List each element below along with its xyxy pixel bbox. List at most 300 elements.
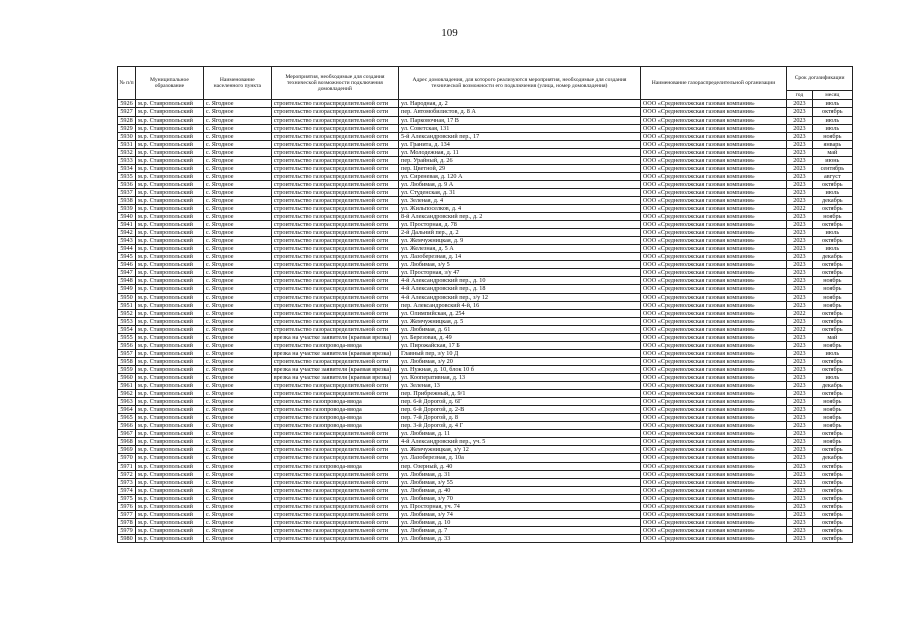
cell-month: ноябрь xyxy=(812,438,852,446)
cell-organization: ООО «Средневолжская газовая компания» xyxy=(640,148,786,156)
cell-settlement: с. Ягодное xyxy=(203,422,271,430)
cell-settlement: с. Ягодное xyxy=(203,470,271,478)
cell-organization: ООО «Средневолжская газовая компания» xyxy=(640,494,786,502)
cell-month: ноябрь xyxy=(812,414,852,422)
cell-municipality: м.р. Ставропольский xyxy=(136,188,204,196)
cell-organization: ООО «Средневолжская газовая компания» xyxy=(640,277,786,285)
table-row xyxy=(118,245,853,253)
cell-month: ноябрь xyxy=(812,301,852,309)
cell-organization: ООО «Средневолжская газовая компания» xyxy=(640,180,786,188)
cell-municipality: м.р. Ставропольский xyxy=(136,172,204,180)
cell-month: ноябрь xyxy=(812,406,852,414)
cell-settlement: с. Ягодное xyxy=(203,478,271,486)
table-row xyxy=(118,100,853,108)
cell-settlement: с. Ягодное xyxy=(203,253,271,261)
cell-number: 5963 xyxy=(118,398,136,406)
cell-month: октябрь xyxy=(812,486,852,494)
cell-organization: ООО «Средневолжская газовая компания» xyxy=(640,430,786,438)
cell-organization: ООО «Средневолжская газовая компания» xyxy=(640,124,786,132)
cell-organization: ООО «Средневолжская газовая компания» xyxy=(640,237,786,245)
cell-municipality: м.р. Ставропольский xyxy=(136,365,204,373)
cell-number: 5958 xyxy=(118,357,136,365)
cell-year: 2023 xyxy=(787,510,812,518)
cell-activity: строительство газораспределительной сети xyxy=(271,237,398,245)
cell-activity: врезка на участке заявителя (краевая врезка) xyxy=(271,365,398,373)
cell-address: пер. Озерный, д. 40 xyxy=(399,462,641,470)
table-row xyxy=(118,518,853,526)
cell-number: 5953 xyxy=(118,317,136,325)
cell-organization: ООО «Средневолжская газовая компания» xyxy=(640,486,786,494)
cell-number: 5947 xyxy=(118,269,136,277)
cell-month: ноябрь xyxy=(812,341,852,349)
cell-activity: строительство газораспределительной сети xyxy=(271,108,398,116)
cell-municipality: м.р. Ставропольский xyxy=(136,269,204,277)
cell-number: 5932 xyxy=(118,148,136,156)
cell-activity: строительство газораспределительной сети xyxy=(271,245,398,253)
cell-month: декабрь xyxy=(812,253,852,261)
cell-month: октябрь xyxy=(812,446,852,454)
table-row xyxy=(118,406,853,414)
cell-organization: ООО «Средневолжская газовая компания» xyxy=(640,398,786,406)
cell-settlement: с. Ягодное xyxy=(203,237,271,245)
table-row xyxy=(118,148,853,156)
cell-number: 5967 xyxy=(118,430,136,438)
cell-address: ул. Нужная, д. 10, блок 10 б xyxy=(399,365,641,373)
cell-number: 5931 xyxy=(118,140,136,148)
cell-month: июль xyxy=(812,100,852,108)
cell-month: октябрь xyxy=(812,180,852,188)
table-row xyxy=(118,382,853,390)
cell-year: 2023 xyxy=(787,494,812,502)
cell-number: 5933 xyxy=(118,156,136,164)
cell-organization: ООО «Средневолжская газовая компания» xyxy=(640,188,786,196)
cell-activity: строительство газораспределительной сети xyxy=(271,510,398,518)
cell-number: 5955 xyxy=(118,333,136,341)
cell-year: 2023 xyxy=(787,285,812,293)
cell-activity: врезка на участке заявителя (краевая врезка) xyxy=(271,374,398,382)
cell-year: 2023 xyxy=(787,349,812,357)
cell-municipality: м.р. Ставропольский xyxy=(136,390,204,398)
table-row xyxy=(118,341,853,349)
cell-year: 2023 xyxy=(787,414,812,422)
cell-municipality: м.р. Ставропольский xyxy=(136,398,204,406)
cell-municipality: м.р. Ставропольский xyxy=(136,132,204,140)
table-row xyxy=(118,156,853,164)
cell-settlement: с. Ягодное xyxy=(203,438,271,446)
cell-address: ул. Олимпийская, д. 254 xyxy=(399,309,641,317)
cell-settlement: с. Ягодное xyxy=(203,164,271,172)
cell-year: 2023 xyxy=(787,518,812,526)
cell-address: ул. Пирожайская, 17 Б xyxy=(399,341,641,349)
cell-year: 2023 xyxy=(787,534,812,542)
cell-settlement: с. Ягодное xyxy=(203,526,271,534)
cell-number: 5949 xyxy=(118,285,136,293)
cell-settlement: с. Ягодное xyxy=(203,534,271,542)
cell-month: ноябрь xyxy=(812,422,852,430)
cell-number: 5972 xyxy=(118,470,136,478)
cell-year: 2023 xyxy=(787,172,812,180)
cell-organization: ООО «Средневолжская газовая компания» xyxy=(640,221,786,229)
cell-activity: строительство газораспределительной сети xyxy=(271,470,398,478)
cell-settlement: с. Ягодное xyxy=(203,446,271,454)
cell-year: 2023 xyxy=(787,478,812,486)
cell-address: пер. 6-й Дорогой, д. 6Г xyxy=(399,398,641,406)
table-row xyxy=(118,277,853,285)
cell-year: 2023 xyxy=(787,406,812,414)
table-row xyxy=(118,229,853,237)
cell-municipality: м.р. Ставропольский xyxy=(136,341,204,349)
cell-activity: строительство газораспределительной сети xyxy=(271,325,398,333)
cell-month: октябрь xyxy=(812,478,852,486)
cell-municipality: м.р. Ставропольский xyxy=(136,253,204,261)
table-row xyxy=(118,213,853,221)
cell-address: 4-й Александровский пер., д. 18 xyxy=(399,285,641,293)
cell-month: ноябрь xyxy=(812,285,852,293)
cell-municipality: м.р. Ставропольский xyxy=(136,422,204,430)
cell-year: 2022 xyxy=(787,205,812,213)
cell-month: октябрь xyxy=(812,269,852,277)
cell-municipality: м.р. Ставропольский xyxy=(136,116,204,124)
cell-organization: ООО «Средневолжская газовая компания» xyxy=(640,309,786,317)
cell-settlement: с. Ягодное xyxy=(203,277,271,285)
cell-activity: строительство газораспределительной сети xyxy=(271,148,398,156)
cell-year: 2023 xyxy=(787,237,812,245)
cell-settlement: с. Ягодное xyxy=(203,261,271,269)
cell-address: 4-й Александровский пер., уч. 5 xyxy=(399,438,641,446)
cell-settlement: с. Ягодное xyxy=(203,205,271,213)
cell-municipality: м.р. Ставропольский xyxy=(136,100,204,108)
cell-month: октябрь xyxy=(812,108,852,116)
header-activity: Мероприятия, необходимые для создания технической возможности подключения домовладений xyxy=(271,67,398,100)
cell-activity: строительство газораспределительной сети xyxy=(271,188,398,196)
cell-activity: строительство газораспределительной сети xyxy=(271,438,398,446)
page-number: 109 xyxy=(441,27,458,39)
cell-municipality: м.р. Ставропольский xyxy=(136,156,204,164)
cell-year: 2022 xyxy=(787,309,812,317)
cell-settlement: с. Ягодное xyxy=(203,325,271,333)
table-row xyxy=(118,526,853,534)
cell-municipality: м.р. Ставропольский xyxy=(136,261,204,269)
cell-address: ул. Советская, 131 xyxy=(399,124,641,132)
cell-month: ноябрь xyxy=(812,293,852,301)
cell-activity: строительство газораспределительной сети xyxy=(271,253,398,261)
header-organization: Наименование газораспределительной организации xyxy=(640,67,786,100)
cell-month: июль xyxy=(812,374,852,382)
cell-address: ул. Любимая, д. 40 xyxy=(399,486,641,494)
cell-number: 5942 xyxy=(118,229,136,237)
cell-month: октябрь xyxy=(812,365,852,373)
cell-year: 2023 xyxy=(787,196,812,204)
cell-municipality: м.р. Ставропольский xyxy=(136,494,204,502)
cell-settlement: с. Ягодное xyxy=(203,213,271,221)
cell-year: 2023 xyxy=(787,124,812,132)
cell-year: 2023 xyxy=(787,502,812,510)
cell-municipality: м.р. Ставропольский xyxy=(136,374,204,382)
cell-activity: строительство газораспределительной сети xyxy=(271,494,398,502)
cell-month: декабрь xyxy=(812,382,852,390)
table-body xyxy=(118,100,853,543)
cell-number: 5969 xyxy=(118,446,136,454)
cell-month: декабрь xyxy=(812,196,852,204)
cell-settlement: с. Ягодное xyxy=(203,285,271,293)
cell-activity: строительство газораспределительной сети xyxy=(271,196,398,204)
cell-activity: строительство газораспределительной сети xyxy=(271,229,398,237)
cell-month: октябрь xyxy=(812,221,852,229)
cell-number: 5935 xyxy=(118,172,136,180)
cell-activity: строительство газопровода-ввода xyxy=(271,414,398,422)
table-row xyxy=(118,132,853,140)
table-row xyxy=(118,285,853,293)
table-row xyxy=(118,108,853,116)
cell-address: пер. Александровский 4-й, 16 xyxy=(399,301,641,309)
cell-municipality: м.р. Ставропольский xyxy=(136,518,204,526)
cell-activity: строительство газораспределительной сети xyxy=(271,478,398,486)
cell-number: 5934 xyxy=(118,164,136,172)
cell-settlement: с. Ягодное xyxy=(203,486,271,494)
cell-activity: строительство газораспределительной сети xyxy=(271,502,398,510)
table-row xyxy=(118,317,853,325)
cell-year: 2023 xyxy=(787,253,812,261)
cell-address: ул. Жемчужницкая, д. 5 xyxy=(399,317,641,325)
cell-municipality: м.р. Ставропольский xyxy=(136,510,204,518)
cell-settlement: с. Ягодное xyxy=(203,180,271,188)
cell-address: 5-й Александровский пер., 17 xyxy=(399,132,641,140)
table-row xyxy=(118,325,853,333)
cell-municipality: м.р. Ставропольский xyxy=(136,196,204,204)
table-row xyxy=(118,180,853,188)
cell-year: 2023 xyxy=(787,526,812,534)
cell-activity: строительство газораспределительной сети xyxy=(271,261,398,269)
cell-year: 2023 xyxy=(787,277,812,285)
cell-organization: ООО «Средневолжская газовая компания» xyxy=(640,374,786,382)
cell-activity: строительство газораспределительной сети xyxy=(271,140,398,148)
cell-activity: строительство газораспределительной сети xyxy=(271,124,398,132)
cell-year: 2023 xyxy=(787,374,812,382)
cell-settlement: с. Ягодное xyxy=(203,172,271,180)
cell-organization: ООО «Средневолжская газовая компания» xyxy=(640,526,786,534)
header-municipality: Муниципальное образование xyxy=(136,67,204,100)
cell-address: ул. Любимая, д. 9 А xyxy=(399,180,641,188)
cell-activity: строительство газораспределительной сети xyxy=(271,301,398,309)
cell-activity: строительство газораспределительной сети xyxy=(271,430,398,438)
cell-month: октябрь xyxy=(812,430,852,438)
cell-number: 5950 xyxy=(118,293,136,301)
cell-organization: ООО «Средневолжская газовая компания» xyxy=(640,301,786,309)
cell-settlement: с. Ягодное xyxy=(203,293,271,301)
table-row xyxy=(118,510,853,518)
cell-address: ул. Зеленая, д. 4 xyxy=(399,196,641,204)
cell-activity: строительство газораспределительной сети xyxy=(271,446,398,454)
cell-year: 2023 xyxy=(787,108,812,116)
cell-month: ноябрь xyxy=(812,277,852,285)
cell-settlement: с. Ягодное xyxy=(203,390,271,398)
cell-organization: ООО «Средневолжская газовая компания» xyxy=(640,317,786,325)
cell-municipality: м.р. Ставропольский xyxy=(136,446,204,454)
gasification-table xyxy=(117,66,853,543)
cell-municipality: м.р. Ставропольский xyxy=(136,502,204,510)
cell-activity: строительство газораспределительной сети xyxy=(271,205,398,213)
cell-organization: ООО «Средневолжская газовая компания» xyxy=(640,382,786,390)
cell-municipality: м.р. Ставропольский xyxy=(136,205,204,213)
cell-number: 5940 xyxy=(118,213,136,221)
cell-year: 2023 xyxy=(787,156,812,164)
cell-address: ул. Любимая, з/у 70 xyxy=(399,494,641,502)
cell-year: 2023 xyxy=(787,221,812,229)
cell-year: 2023 xyxy=(787,422,812,430)
cell-month: октябрь xyxy=(812,518,852,526)
cell-activity: строительство газораспределительной сети xyxy=(271,277,398,285)
cell-settlement: с. Ягодное xyxy=(203,430,271,438)
cell-year: 2022 xyxy=(787,325,812,333)
cell-number: 5965 xyxy=(118,414,136,422)
table-row xyxy=(118,253,853,261)
cell-municipality: м.р. Ставропольский xyxy=(136,293,204,301)
cell-settlement: с. Ягодное xyxy=(203,365,271,373)
cell-municipality: м.р. Ставропольский xyxy=(136,349,204,357)
cell-address: пер. Цветной, 29 xyxy=(399,164,641,172)
cell-month: октябрь xyxy=(812,462,852,470)
cell-municipality: м.р. Ставропольский xyxy=(136,285,204,293)
cell-organization: ООО «Средневолжская газовая компания» xyxy=(640,446,786,454)
cell-municipality: м.р. Ставропольский xyxy=(136,406,204,414)
cell-address: ул. Просторная, з/у 47 xyxy=(399,269,641,277)
cell-activity: строительство газораспределительной сети xyxy=(271,172,398,180)
cell-address: 4-й Александровский пер., д. 10 xyxy=(399,277,641,285)
cell-month: сентябрь xyxy=(812,164,852,172)
cell-activity: строительство газораспределительной сети xyxy=(271,132,398,140)
cell-number: 5976 xyxy=(118,502,136,510)
table-row xyxy=(118,438,853,446)
cell-month: июль xyxy=(812,188,852,196)
table-row xyxy=(118,205,853,213)
cell-number: 5974 xyxy=(118,486,136,494)
cell-year: 2023 xyxy=(787,164,812,172)
cell-year: 2023 xyxy=(787,116,812,124)
table-row xyxy=(118,333,853,341)
header-settlement: Наименование населенного пункта xyxy=(203,67,271,100)
cell-month: октябрь xyxy=(812,357,852,365)
cell-month: октябрь xyxy=(812,261,852,269)
cell-settlement: с. Ягодное xyxy=(203,357,271,365)
cell-organization: ООО «Средневолжская газовая компания» xyxy=(640,454,786,462)
cell-settlement: с. Ягодное xyxy=(203,148,271,156)
cell-organization: ООО «Средневолжская газовая компания» xyxy=(640,510,786,518)
cell-address: пер. 7-й Дорогой, д. 8 xyxy=(399,414,641,422)
cell-number: 5948 xyxy=(118,277,136,285)
cell-number: 5964 xyxy=(118,406,136,414)
cell-address: ул. Любимая, д. 31 xyxy=(399,470,641,478)
cell-activity: строительство газораспределительной сети xyxy=(271,382,398,390)
cell-number: 5957 xyxy=(118,349,136,357)
cell-settlement: с. Ягодное xyxy=(203,196,271,204)
cell-municipality: м.р. Ставропольский xyxy=(136,309,204,317)
cell-organization: ООО «Средневолжская газовая компания» xyxy=(640,164,786,172)
cell-activity: строительство газораспределительной сети xyxy=(271,454,398,462)
cell-settlement: с. Ягодное xyxy=(203,188,271,196)
table-row xyxy=(118,140,853,148)
cell-organization: ООО «Средневолжская газовая компания» xyxy=(640,285,786,293)
cell-organization: ООО «Средневолжская газовая компания» xyxy=(640,261,786,269)
cell-activity: строительство газораспределительной сети xyxy=(271,156,398,164)
cell-organization: ООО «Средневолжская газовая компания» xyxy=(640,534,786,542)
cell-address: ул. Железная, д. 5 А xyxy=(399,245,641,253)
cell-settlement: с. Ягодное xyxy=(203,309,271,317)
cell-settlement: с. Ягодное xyxy=(203,221,271,229)
cell-settlement: с. Ягодное xyxy=(203,518,271,526)
table-row xyxy=(118,124,853,132)
cell-address: ул. Студенская, д. 31 xyxy=(399,188,641,196)
cell-address: ул. Жильпоселков, д. 4 xyxy=(399,205,641,213)
table-row xyxy=(118,116,853,124)
cell-activity: строительство газораспределительной сети xyxy=(271,518,398,526)
cell-number: 5938 xyxy=(118,196,136,204)
cell-activity: строительство газораспределительной сети xyxy=(271,309,398,317)
table-row xyxy=(118,221,853,229)
cell-year: 2023 xyxy=(787,438,812,446)
cell-organization: ООО «Средневолжская газовая компания» xyxy=(640,245,786,253)
cell-year: 2023 xyxy=(787,148,812,156)
cell-activity: строительство газопровода-ввода xyxy=(271,398,398,406)
cell-number: 5939 xyxy=(118,205,136,213)
cell-number: 5973 xyxy=(118,478,136,486)
header-address: Адрес домовладения, для которого реализуются мероприятия, необходимые для создания технической возможности его подключения (улица, номер домовладения) xyxy=(399,67,641,100)
cell-address: ул. Любимая, д. 11 xyxy=(399,430,641,438)
cell-address: ул. Просторная, д. 78 xyxy=(399,221,641,229)
cell-settlement: с. Ягодное xyxy=(203,462,271,470)
cell-month: октябрь xyxy=(812,502,852,510)
cell-year: 2023 xyxy=(787,245,812,253)
cell-year: 2023 xyxy=(787,382,812,390)
table-row xyxy=(118,494,853,502)
cell-month: июнь xyxy=(812,156,852,164)
cell-address: ул. Лазоберезная, д. 14 xyxy=(399,253,641,261)
table-row xyxy=(118,454,853,462)
cell-settlement: с. Ягодное xyxy=(203,229,271,237)
table-row xyxy=(118,269,853,277)
table-row xyxy=(118,357,853,365)
cell-organization: ООО «Средневолжская газовая компания» xyxy=(640,269,786,277)
cell-settlement: с. Ягодное xyxy=(203,341,271,349)
cell-settlement: с. Ягодное xyxy=(203,116,271,124)
cell-municipality: м.р. Ставропольский xyxy=(136,462,204,470)
cell-settlement: с. Ягодное xyxy=(203,124,271,132)
table-row xyxy=(118,293,853,301)
cell-settlement: с. Ягодное xyxy=(203,494,271,502)
cell-address: ул. Любимая, з/у 5 xyxy=(399,261,641,269)
cell-settlement: с. Ягодное xyxy=(203,510,271,518)
cell-municipality: м.р. Ставропольский xyxy=(136,124,204,132)
table-row xyxy=(118,414,853,422)
cell-organization: ООО «Средневолжская газовая компания» xyxy=(640,478,786,486)
cell-month: октябрь xyxy=(812,390,852,398)
cell-address: ул. Просторная, уч. 74 xyxy=(399,502,641,510)
cell-address: пер. 3-й Дорогой, д. 4 Г xyxy=(399,422,641,430)
cell-municipality: м.р. Ставропольский xyxy=(136,526,204,534)
cell-activity: строительство газораспределительной сети xyxy=(271,221,398,229)
cell-year: 2023 xyxy=(787,261,812,269)
cell-month: октябрь xyxy=(812,205,852,213)
table-row xyxy=(118,446,853,454)
cell-year: 2023 xyxy=(787,140,812,148)
cell-month: декабрь xyxy=(812,454,852,462)
cell-settlement: с. Ягодное xyxy=(203,100,271,108)
cell-address: ул. Любимая, з/у 20 xyxy=(399,357,641,365)
cell-month: июль xyxy=(812,116,852,124)
cell-month: июль xyxy=(812,245,852,253)
cell-month: октябрь xyxy=(812,309,852,317)
header-deadline: Срок догазификации xyxy=(787,67,853,91)
cell-activity: строительство газораспределительной сети xyxy=(271,486,398,494)
